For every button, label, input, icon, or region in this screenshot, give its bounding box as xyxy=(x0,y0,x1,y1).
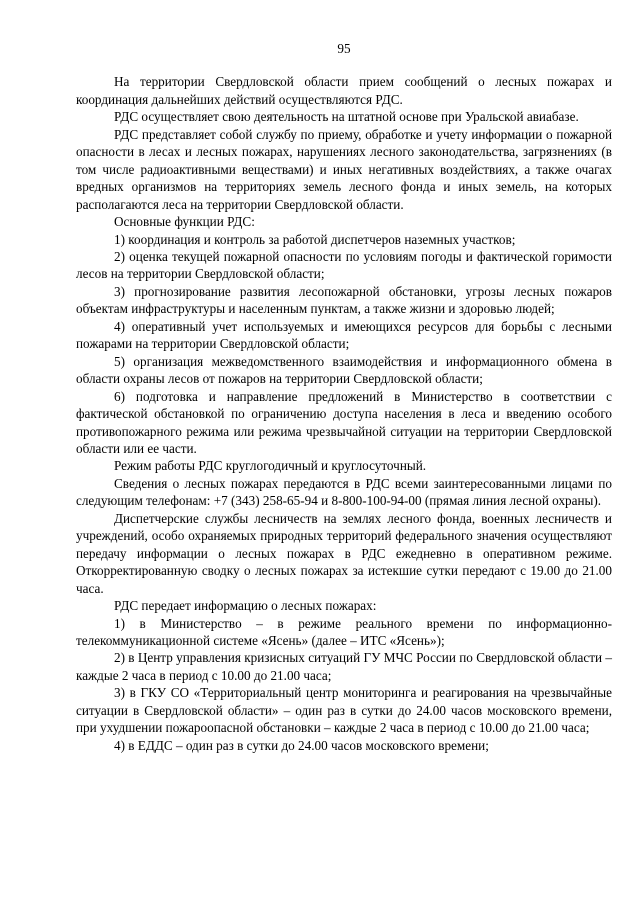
paragraph: Режим работы РДС круглогодичный и круглосуточный. xyxy=(114,458,427,474)
paragraph: Сведения о лесных пожарах передаются в РДС всеми заинтересованными лицами по следующим телефонам: +7 (343) 258-65-94 и 8-800-100-94-00 (прямая линия лесной охраны). xyxy=(76,475,612,509)
list-item: 4) в ЕДДС – один раз в сутки до 24.00 часов московского времени; xyxy=(114,737,489,753)
list-item: 2) оценка текущей пожарной опасности по условиям погоды и фактической горимости лесов на территории Свердловской области; xyxy=(76,248,612,282)
list-item: 1) в Министерство – в режиме реального времени по информационно-телекоммуникационной системе «Ясень» (далее – ИТС «Ясень»); xyxy=(76,615,612,648)
list-item: 1) координация и контроль за работой диспетчеров наземных участков; xyxy=(114,231,516,247)
page-number: 95 xyxy=(337,41,351,56)
paragraph: На территории Свердловской области прием сообщений о лесных пожарах и координация дальнейших действий осуществляются РДС. xyxy=(76,74,612,107)
paragraph: РДС представляет собой службу по приему, обработке и учету информации о пожарной опасности в лесах и лесных пожарах, нарушениях лесного законодательства, загрязнениях (в том числе радиоактивными веществами) и иных негативных воздействиях, а также очагах вредных организмов на территориях земель лесного фонда и иных земель, на которых располагаются леса на территории Свердловской области. xyxy=(76,126,612,212)
list-item: 3) в ГКУ СО «Территориальный центр мониторинга и реагирования на чрезвычайные ситуации в Свердловской области» – один раз в сутки до 24.00 часов московского времени, при ухудшении пожароопасной обстановки – каждые 2 часа в период с 10.00 до 21.00 часа; xyxy=(76,685,612,736)
document-body xyxy=(76,73,612,754)
list-item: 2) в Центр управления кризисных ситуаций ГУ МЧС России по Свердловской области – каждые 2 часа в период с 10.00 до 21.00 часа; xyxy=(76,650,612,683)
list-item: 3) прогнозирование развития лесопожарной обстановки, угрозы лесных пожаров объектам инфраструктуры и населенным пунктам, а также жизни и здоровью людей; xyxy=(76,283,612,317)
paragraph: РДС осуществляет свою деятельность на штатной основе при Уральской авиабазе. xyxy=(114,109,579,125)
list-item: 6) подготовка и направление предложений в Министерство в соответствии с фактической обстановкой по ограничению доступа населения в леса и введению особого противопожарного режима или режима чрезвычайной ситуации на территории Свердловской области или ее части. xyxy=(76,388,612,456)
paragraph: Основные функции РДС: xyxy=(114,214,255,230)
list-item: 4) оперативный учет используемых и имеющихся ресурсов для борьбы с лесными пожарами на территории Свердловской области; xyxy=(76,318,612,352)
paragraph: РДС передает информацию о лесных пожарах: xyxy=(114,598,377,614)
paragraph: Диспетчерские службы лесничеств на землях лесного фонда, военных лесничеств и учреждений, особо охраняемых природных территорий федерального значения осуществляют передачу информации о лесных пожарах в РДС ежедневно в оперативном режиме. Откорректированную сводку о лесных пожарах за истекшие сутки передают с 19.00 до 21.00 часа. xyxy=(76,510,612,596)
list-item: 5) организация межведомственного взаимодействия и информационного обмена в области охраны лесов от пожаров на территории Свердловской области; xyxy=(76,353,612,387)
